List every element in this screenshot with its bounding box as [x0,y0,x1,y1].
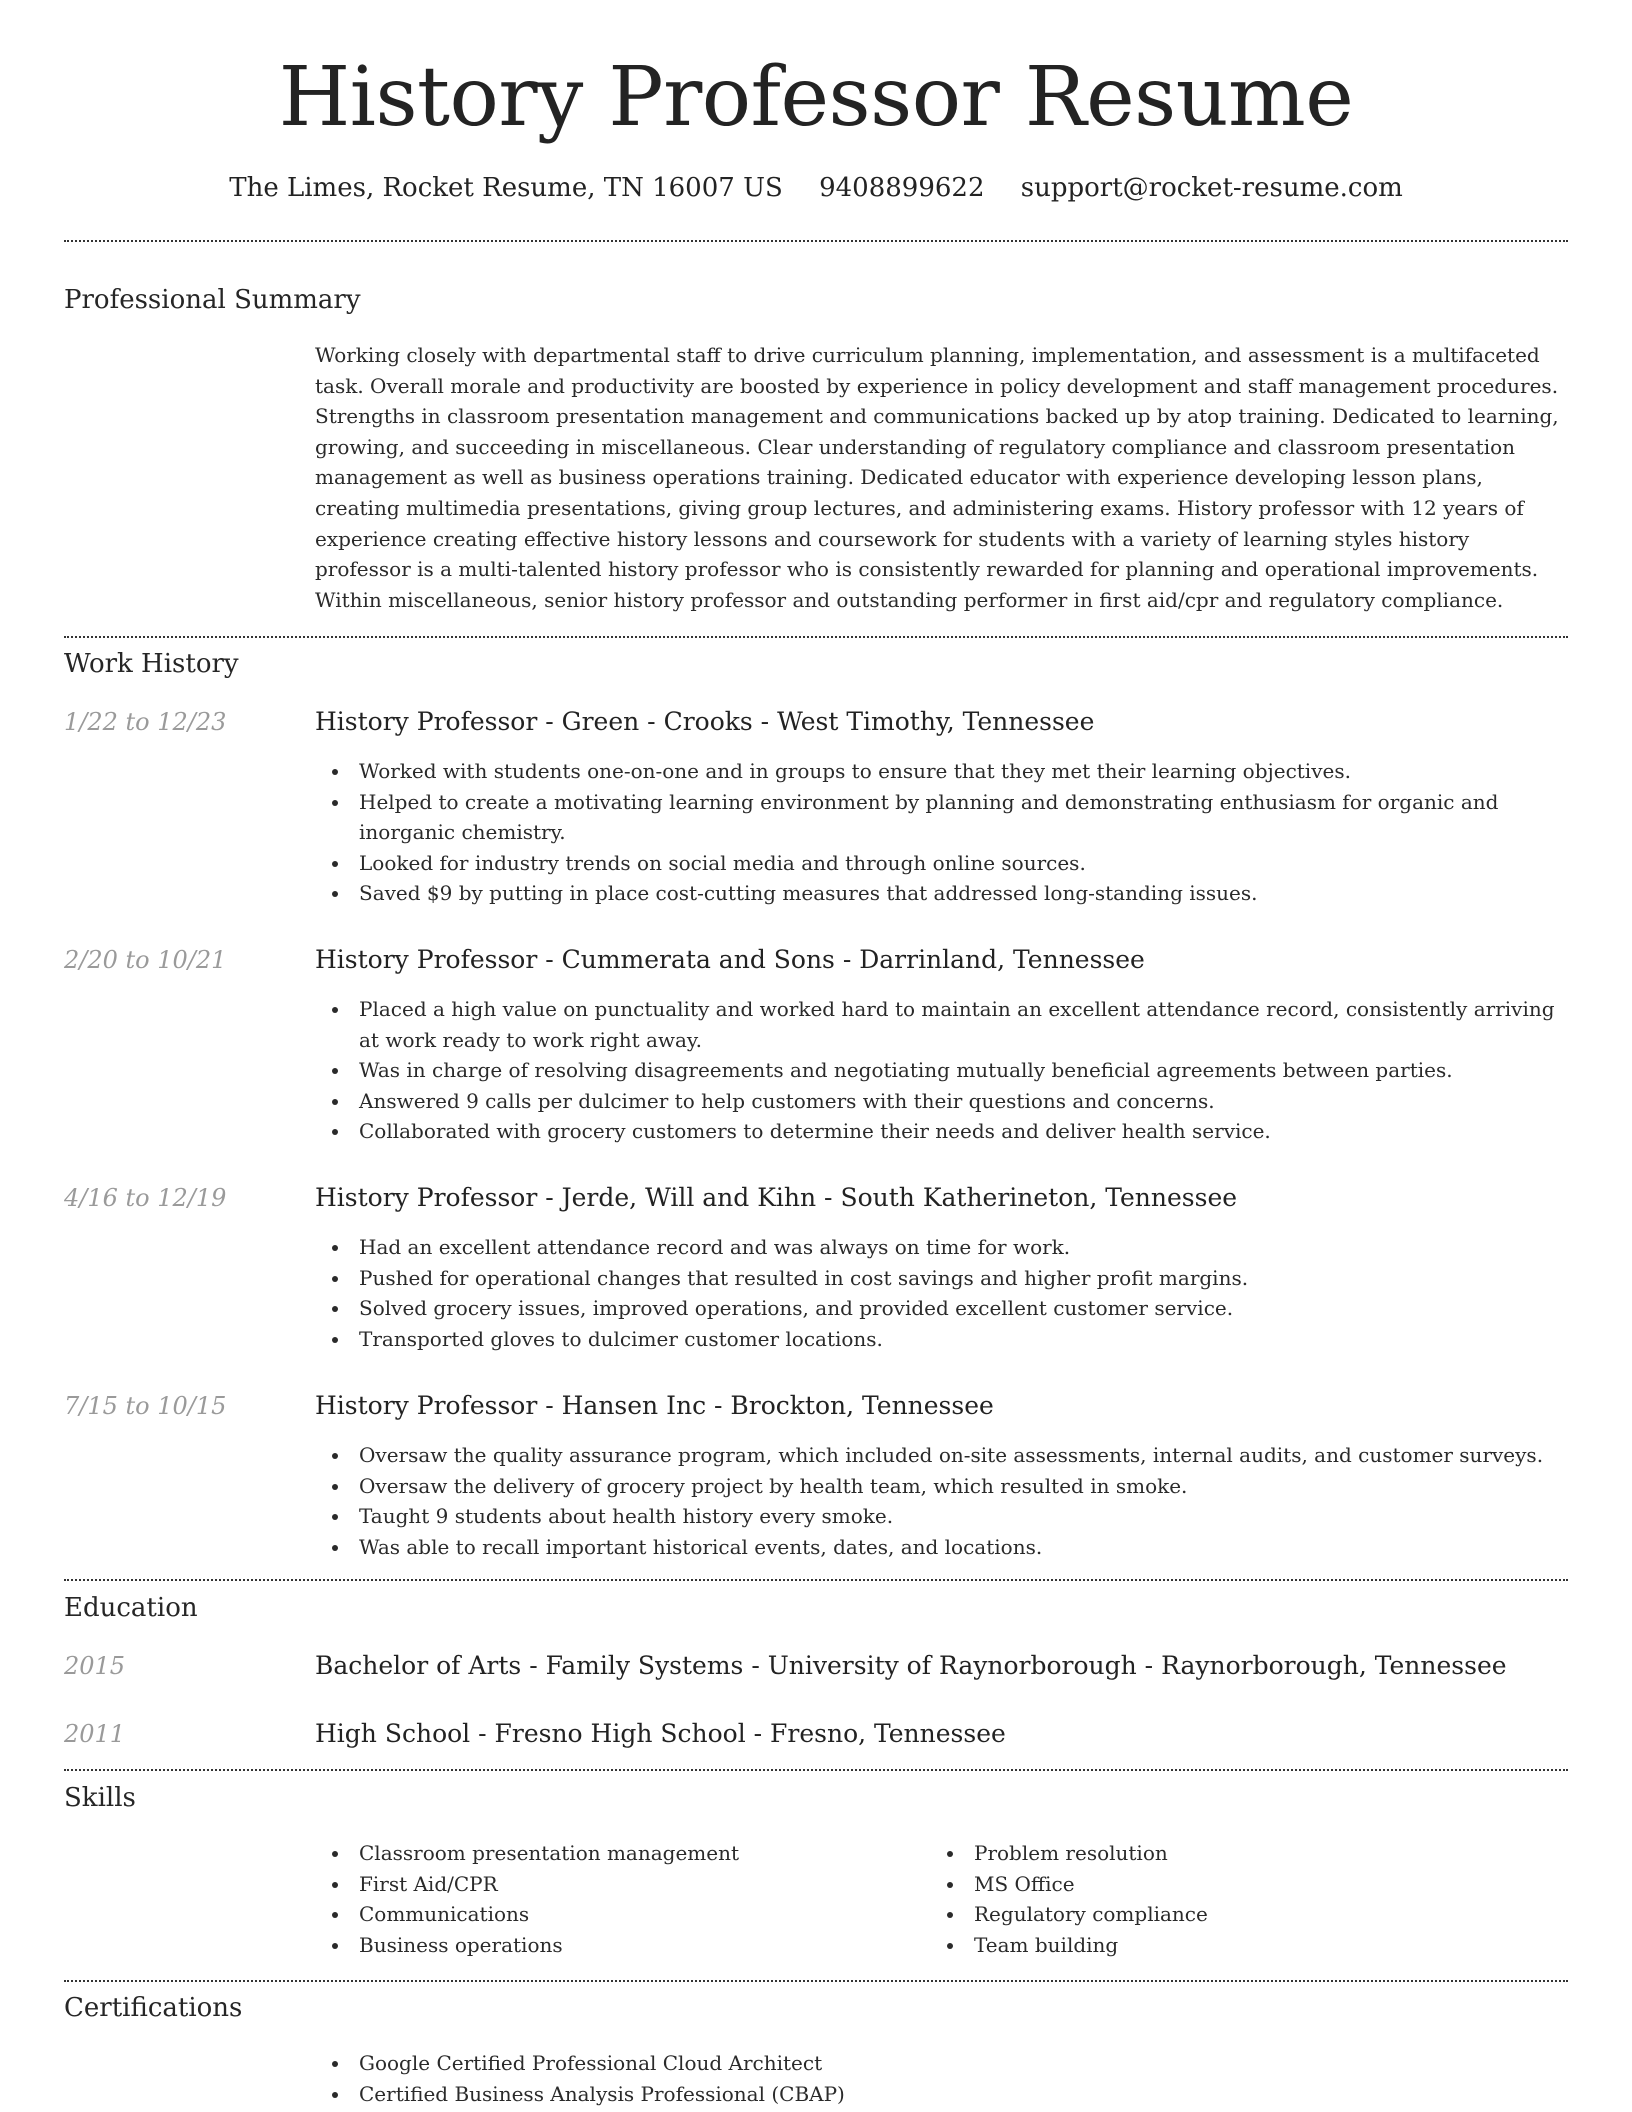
education-year: 2015 [64,1652,126,1680]
list-item: Taught 9 students about health history every smoke. [315,1501,1575,1532]
job-title: History Professor - Hansen Inc - Brockton, Tennessee [315,1391,994,1420]
list-item: Looked for industry trends on social media and through online sources. [315,848,1575,879]
job-dates: 4/16 to 12/19 [64,1184,227,1212]
contact-phone: 9408899622 [819,173,985,203]
list-item: Solved grocery issues, improved operations, and provided excellent customer service. [315,1293,1575,1324]
section-divider [64,636,1568,638]
job-title: History Professor - Green - Crooks - West Timothy, Tennessee [315,707,1095,736]
education-title: High School - Fresno High School - Fresno, Tennessee [315,1719,1006,1748]
list-item: Was in charge of resolving disagreements and negotiating mutually beneficial agreements between parties. [315,1055,1575,1086]
list-item: Certified Business Analysis Professional (CBAP) [315,2079,1575,2110]
list-item: MS Office [930,1869,1530,1900]
work-history-heading: Work History [64,649,239,679]
summary-text: Working closely with departmental staff to drive curriculum planning, implementation, and assessment is a multifaceted task. Overall morale and productivity are boosted by experience in policy development and staff management procedures. Strengths in classroom presentation management and communications backed up by atop training. Dedicated to learning, growing, and succeeding in miscellaneous. Clear understanding of regulatory compliance and classroom presentation management as well as business operations training. Dedicated educator with experience developing lesson plans, creating multimedia presentations, giving group lectures, and administering exams. History professor with 12 years of experience creating effective history lessons and coursework for students with a variety of learning styles history professor is a multi-talented history professor who is consistently rewarded for planning and operational improvements. Within miscellaneous, senior history professor and outstanding performer in first aid/cpr and regulatory compliance. [315,343,1559,612]
education-year: 2011 [64,1720,126,1748]
contact-address: The Limes, Rocket Resume, TN 16007 US [229,173,783,203]
job-dates: 7/15 to 10/15 [64,1392,227,1420]
list-item: Was able to recall important historical events, dates, and locations. [315,1532,1575,1563]
job-bullets [315,994,1575,1147]
resume-title: History Professor Resume [278,50,1354,145]
contact-line [0,168,1632,208]
list-item: Oversaw the quality assurance program, which included on-site assessments, internal audits, and customer surveys. [315,1440,1575,1471]
list-item: Oversaw the delivery of grocery project by health team, which resulted in smoke. [315,1471,1575,1502]
section-divider [64,1980,1568,1982]
list-item: Transported gloves to dulcimer customer locations. [315,1324,1575,1355]
list-item: Business operations [315,1930,915,1961]
education-title: Bachelor of Arts - Family Systems - University of Raynorborough - Raynorborough, Tennessee [315,1651,1507,1680]
job-bullets [315,756,1575,909]
job-title: History Professor - Cummerata and Sons - Darrinland, Tennessee [315,945,1145,974]
list-item: Regulatory compliance [930,1899,1530,1930]
job-bullets [315,1440,1575,1562]
list-item: Google Certified Professional Cloud Architect [315,2048,1575,2079]
education-heading: Education [64,1593,198,1623]
certifications-heading: Certifications [64,1993,243,2023]
section-divider [64,240,1568,242]
list-item: Worked with students one-on-one and in groups to ensure that they met their learning objectives. [315,756,1575,787]
job-bullets [315,1232,1575,1354]
list-item: Had an excellent attendance record and was always on time for work. [315,1232,1575,1263]
section-divider [64,1579,1568,1581]
job-dates: 2/20 to 10/21 [64,946,227,974]
skills-list-right [930,1838,1530,1960]
list-item: Answered 9 calls per dulcimer to help customers with their questions and concerns. [315,1086,1575,1117]
list-item: Problem resolution [930,1838,1530,1869]
job-title: History Professor - Jerde, Will and Kihn - South Katherineton, Tennessee [315,1183,1238,1212]
list-item: Classroom presentation management [315,1838,915,1869]
list-item: Pushed for operational changes that resulted in cost savings and higher profit margins. [315,1263,1575,1294]
summary-heading: Professional Summary [64,285,361,315]
skills-heading: Skills [64,1783,136,1813]
section-divider [64,1769,1568,1771]
contact-email: support@rocket-resume.com [1020,173,1403,203]
list-item: Helped to create a motivating learning environment by planning and demonstrating enthusiasm for organic and inorganic chemistry. [315,787,1575,848]
list-item: First Aid/CPR [315,1869,915,1900]
list-item: Communications [315,1899,915,1930]
list-item: Team building [930,1930,1530,1961]
list-item: Collaborated with grocery customers to determine their needs and deliver health service. [315,1116,1575,1147]
skills-list-left [315,1838,915,1960]
list-item: Saved $9 by putting in place cost-cutting measures that addressed long-standing issues. [315,878,1575,909]
certifications-list [315,2048,1575,2109]
job-dates: 1/22 to 12/23 [64,708,227,736]
list-item: Placed a high value on punctuality and worked hard to maintain an excellent attendance record, consistently arriving at work ready to work right away. [315,994,1575,1055]
